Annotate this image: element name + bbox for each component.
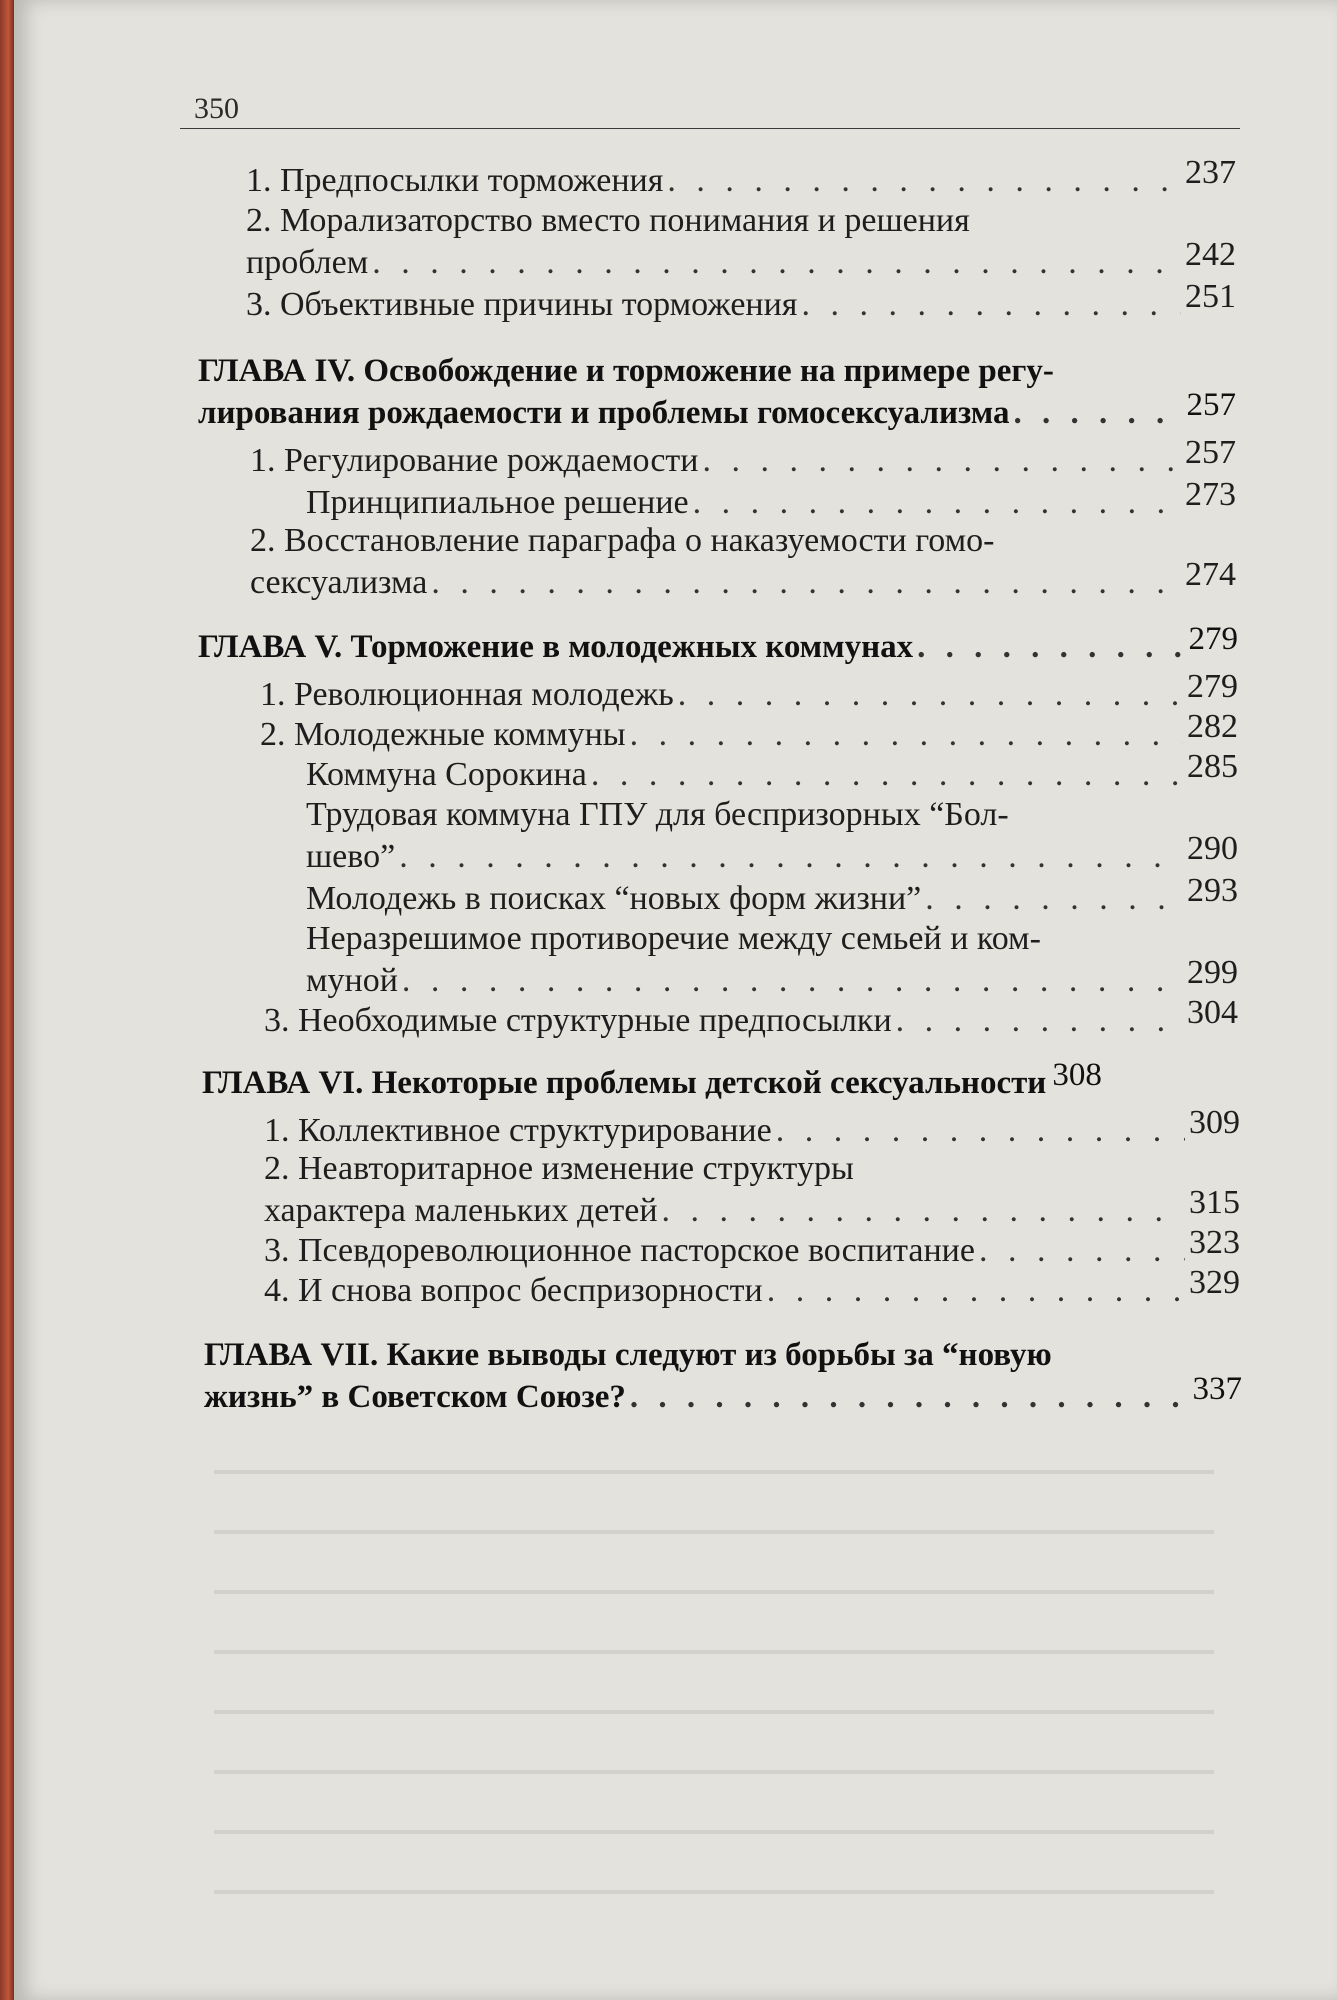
book-page	[14, 0, 1337, 2000]
toc-entry-line: Трудовая коммуна ГПУ для беспризорных “Бол-	[306, 796, 1009, 833]
chapter-title: ГЛАВА VI. Некоторые проблемы детской сексуальности 308	[202, 1057, 1102, 1101]
toc-entry: 1. Регулирование рождаемости . . . 257	[250, 442, 1236, 480]
toc-entry: 1. Революционная молодежь . . . 279	[260, 676, 1238, 714]
chapter-title: ГЛАВА V. Торможение в молодежных коммунах . . . 279	[198, 628, 1238, 666]
toc-entry: шево” . . . 290	[306, 838, 1238, 876]
toc-entry: Молодежь в поисках “новых форм жизни” . . . 293	[306, 880, 1238, 918]
toc-entry: Принципиальное решение . . . 273	[306, 484, 1236, 522]
toc-entry: 3. Необходимые структурные предпосылки . . . 304	[264, 1002, 1238, 1040]
toc-entry-line: 2. Морализаторство вместо понимания и решения	[246, 202, 970, 239]
chapter-title: жизнь” в Советском Союзе? . . . 337	[204, 1378, 1242, 1416]
toc-entry: проблем . . . 242	[246, 244, 1236, 282]
toc-entry: 3. Объективные причины торможения . . . 251	[246, 286, 1236, 324]
toc-entry: 1. Коллективное структурирование . . . 309	[264, 1112, 1240, 1150]
chapter-title: ГЛАВА VII. Какие выводы следуют из борьбы за “новую	[204, 1337, 1052, 1373]
toc-entry-line: 2. Неавторитарное изменение структуры	[264, 1150, 854, 1187]
toc-entry: 3. Псевдореволюционное пасторское воспитание . . . 323	[264, 1232, 1240, 1270]
toc-entry: характера маленьких детей . . . 315	[264, 1192, 1240, 1230]
chapter-title: лирования рождаемости и проблемы гомосексуализма . . . 257	[198, 394, 1236, 432]
table-of-contents	[14, 0, 1337, 2000]
chapter-title: ГЛАВА IV. Освобождение и торможение на примере регу-	[198, 353, 1054, 389]
toc-entry: муной . . . 299	[306, 962, 1238, 1000]
toc-entry: 1. Предпосылки торможения . . . 237	[246, 162, 1236, 200]
toc-entry-line: 2. Восстановление параграфа о наказуемости гомо-	[250, 522, 995, 559]
toc-entry: сексуализма . . . 274	[250, 564, 1236, 602]
toc-entry: 2. Молодежные коммуны . . . 282	[260, 716, 1238, 754]
toc-entry: Коммуна Сорокина . . . 285	[306, 756, 1238, 794]
toc-entry: 4. И снова вопрос беспризорности . . . 329	[264, 1272, 1240, 1310]
page-number: 350	[194, 92, 239, 125]
toc-entry-line: Неразрешимое противоречие между семьей и ком-	[306, 920, 1041, 957]
book-spine-edge	[0, 0, 14, 2000]
